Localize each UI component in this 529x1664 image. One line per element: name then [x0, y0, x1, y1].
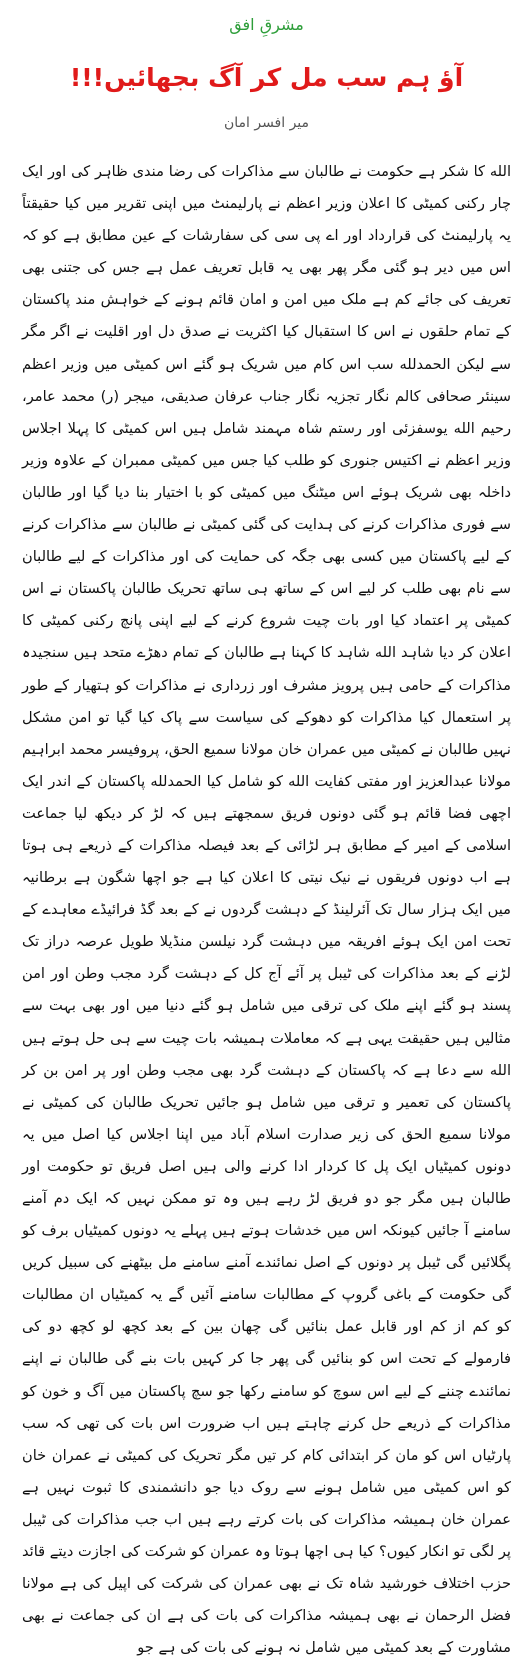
article-body: الله کا شکر ہے حکومت نے طالبان سے مذاکرات کی رضا مندی ظاہر کی اور ایک چار رکنی کمیٹی کا اعلان وزیر اعظم نے پارلیمنٹ میں اپنی تقریر میں کیا حقیقتاً یہ پارلیمنٹ کی قرارداد اور اے پی سی کی سفارشات کے عین مطابق ہے کو کہ اس میں دیر ہو گئی مگر پھر بھی یہ قابل تعریف عمل ہے جس کی جتنی بھی تعریف کی جائے کم ہے ملک میں امن و امان قائم ہونے کے خواہش مند پاکستان کے تمام حلقوں نے اس کا استقبال کیا اکثریت نے صدق دل اور اقلیت نے اگر مگر سے لیکن الحمدلله سب اس کام میں شریک ہو گئے اس کمیٹی میں وزیر اعظم سینئر صحافی کالم نگار تجزیہ نگار جناب عرفان صدیقی، میجر (ر) محمد عامر، رحیم الله یوسفزئی اور رستم شاہ مہمند شامل ہیں اس کمیٹی کا پہلا اجلاس وزیر اعظم نے اکتیس جنوری کو طلب کیا جس میں کمیٹی ممبران کے علاوہ وزیر داخلہ بھی شریک ہوئے اس میٹنگ میں کمیٹی کو با اختیار بنا دیا گیا اور طالبان سے فوری مذاکرات کرنے کی ہدایت کی گئی کمیٹی نے طالبان سے مذاکرات کرنے کے لیے پاکستان میں کسی بھی جگہ کی حمایت کی اور مذاکرات کے لیے طالبان سے نام بھی طلب کر لیے اس کے ساتھ ہی ساتھ تحریک طالبان پاکستان نے اس کمیٹی پر اعتماد کیا اور بات چیت شروع کرنے کے لیے اپنی پانچ رکنی کمیٹی کا اعلان کر دیا شاہد الله شاہد کا کہنا ہے طالبان کے تمام دھڑے متحد ہیں سنجیدہ مذاکرات کے حامی ہیں پرویز مشرف اور زرداری نے مذاکرات کو ہتھیار کے طور پر استعمال کیا مذاکرات کو دھوکے کی سیاست سے پاک کیا گیا تو امن مشکل نہیں طالبان نے کمیٹی میں عمران خان مولانا سمیع الحق، پروفیسر محمد ابراہیم مولانا عبدالعزیز اور مفتی کفایت الله کو شامل کیا الحمدلله پاکستان کے اندر ایک اچھی فضا قائم ہو گئی دونوں فریق سمجھتے ہیں کہ لڑ کر دیکھ لیا جماعت اسلامی کے امیر کے مطابق ہر لڑائی کے بعد فیصلہ مذاکرات کے ذریعے ہی ہوتا ہے اب دونوں فریقوں نے نیک نیتی کا اعلان کیا ہے جو اچھا شگون ہے برطانیہ میں ایک ہزار سال تک آئرلینڈ کے دہشت گردوں نے کے بعد گڈ فرائیڈے معاہدے کے تحت امن ایک ہوئے افریقہ میں دہشت گرد نیلسن منڈیلا طویل عرصہ دراز تک لڑنے کے بعد مذاکرات کی ٹیبل پر آئے آج کل کے دہشت گرد مجب وطن اور امن پسند ہو گئے اپنے ملک کی ترقی میں شامل ہو گئے دنیا میں اور بھی بہت سے مثالیں ہیں حقیقت یہی ہے کہ معاملات ہمیشہ بات چیت سے ہی حل ہوتے ہیں الله سے دعا ہے کہ پاکستان کے دہشت گرد بھی مجب وطن اور پر امن بن کر پاکستان کی تعمیر و ترقی میں شامل ہو جائیں تحریک طالبان کی کمیٹی نے مولانا سمیع الحق کی زیر صدارت اسلام آباد میں اپنا اجلاس کیا اصل میں یہ دونوں کمیٹیاں ایک پل کا کردار ادا کرنے والی ہیں اصل فریق تو حکومت اور طالبان ہیں مگر جو دو فریق لڑ رہے ہیں وہ تو ممکن نہیں کہ ایک دم آمنے سامنے آ جائیں کیونکہ اس میں خدشات ہوتے ہیں پہلے یہ دونوں کمیٹیاں برف کو پگلائیں گی ٹیبل پر دونوں کے اصل نمائندے آمنے سامنے مل بیٹھنے کی سبیل کریں گی حکومت کے باغی گروپ کے مطالبات سامنے آئیں گے یہ کمیٹیاں ان مطالبات کو کم از کم اور قابل عمل بنائیں گی چھان بین کے بعد کچھ لو کچھ دو کی فارمولے کے تحت اس کو بنائیں گی پھر جا کر کہیں بات بنے گی طالبان نے اپنے نمائندے چننے کے لیے اس سوچ کو سامنے رکھا جو سچ پاکستان میں آگ و خون کو مذاکرات کے ذریعے حل کرنے چاہتے ہیں اب ضرورت اس بات کی تھی کہ سب پارٹیاں اس کو مان کر ابتدائی کام کر تیں مگر تحریک کی کمیٹی نے عمران خان کو اس کمیٹی میں شامل ہونے سے روک دیا جو دانشمندی کا ثبوت نہیں ہے عمران خان ہمیشہ مذاکرات کی بات کرتے رہے ہیں اب جب مذاکرات کی ٹیبل پر لگی تو انکار کیوں؟ کیا ہی اچھا ہوتا وہ عمران کو شرکت کی اجازت دیتے قائد حزب اختلاف خورشید شاہ تک نے بھی عمران کی شرکت کی اپیل کی ہے مولانا فضل الرحمان نے بھی ہمیشہ مذاکرات کی بات کی ہے ان کی جماعت نے بھی مشاورت کے بعد کمیٹی میں شامل نہ ہونے کی بات کی ہے جو: [22, 163, 512, 1657]
headline: آؤ ہم سب مل کر آگ بجھائیں!!!: [69, 63, 464, 92]
author-byline: میر افسر امان: [223, 115, 310, 131]
column-name: مشرقِ افق: [229, 15, 304, 34]
